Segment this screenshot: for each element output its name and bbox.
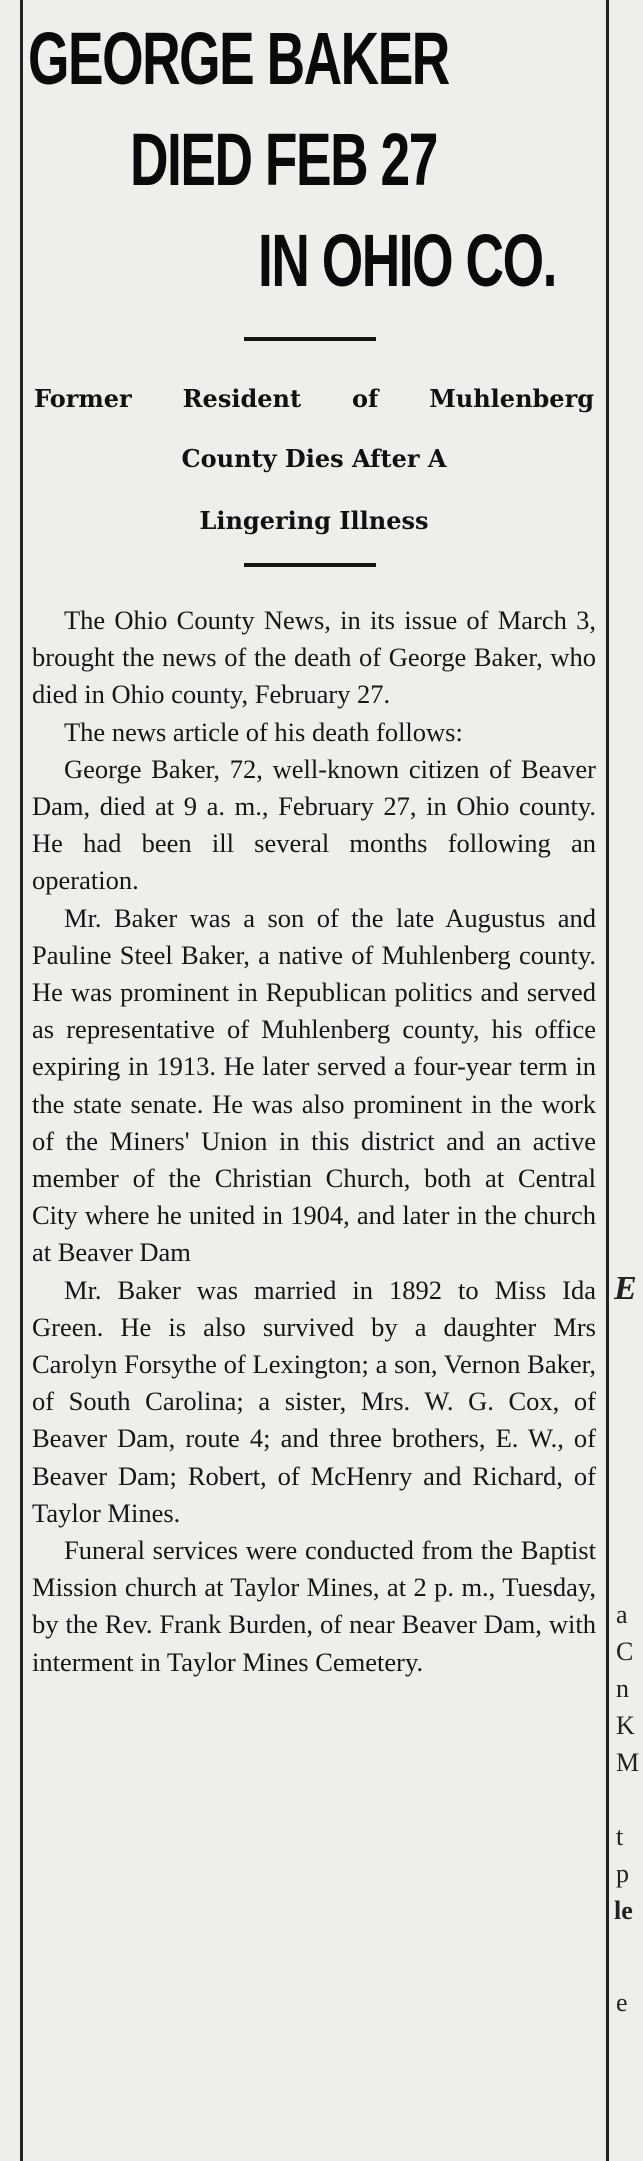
next-column-fragment: C <box>616 1637 634 1666</box>
headline-line-2: DIED FEB 27 <box>130 118 437 201</box>
paragraph: The Ohio County News, in its issue of March 3, brought the news of the death of George Baker, who died in Ohio county, February 27. <box>32 605 596 710</box>
subhead-line-3: Lingering Illness <box>199 506 429 535</box>
next-column-fragment: p <box>616 1859 629 1888</box>
column-rule-right <box>606 0 609 2161</box>
next-column-fragment: n <box>616 1674 629 1703</box>
article-body <box>32 602 596 1681</box>
next-column-fragment: K <box>616 1711 635 1740</box>
next-column-fragment: e <box>616 1988 628 2017</box>
column-rule-left <box>20 0 23 2161</box>
article-column <box>28 0 600 2161</box>
subhead-line-2: County Dies After A <box>181 444 447 473</box>
paragraph: Funeral services were conducted from the Baptist Mission church at Taylor Mines, at 2 p. m., Tuesday, by the Rev. Frank Burden, of near Beaver Dam, with interment in Taylor Mines Cemetery. <box>32 1535 596 1677</box>
next-column-fragment: le <box>614 1896 633 1925</box>
paragraph: Mr. Baker was married in 1892 to Miss Ida Green. He is also survived by a daughter Mrs Carolyn Forsythe of Lexington; a son, Vernon Baker, of South Carolina; a sister, Mrs. W. G. Cox, of Beaver Dam, route 4; and three brothers, E. W., of Beaver Dam; Robert, of McHenry and Richard, of Taylor Mines. <box>32 1274 596 1528</box>
headline-divider <box>244 337 376 341</box>
paragraph: The news article of his death follows: <box>64 716 463 747</box>
headline-line-3: IN OHIO CO. <box>258 219 556 302</box>
subhead-line-1: Former Resident of Muhlenberg <box>34 384 594 413</box>
next-column-fragment: M <box>616 1748 640 1777</box>
paragraph: George Baker, 72, well-known citizen of Beaver Dam, died at 9 a. m., February 27, in Ohio county. He had been ill several months following an operation. <box>32 753 596 896</box>
subhead-divider <box>244 563 376 567</box>
next-column-fragment: a <box>616 1600 628 1629</box>
next-column-fragment: E <box>614 1270 637 1307</box>
paragraph: Mr. Baker was a son of the late Augustus and Pauline Steel Baker, a native of Muhlenberg county. He was prominent in Republican politics and served as representative of Muhlenberg county, his office expiring in 1913. He later served a four-year term in the state senate. He was also prominent in the work of the Miners' Union in this district and an active member of the Christian Church, both at Central City where he united in 1904, and later in the church at Beaver Dam <box>32 902 596 1268</box>
next-column-fragment: t <box>616 1822 624 1851</box>
headline-line-1: GEORGE BAKER <box>28 17 449 100</box>
